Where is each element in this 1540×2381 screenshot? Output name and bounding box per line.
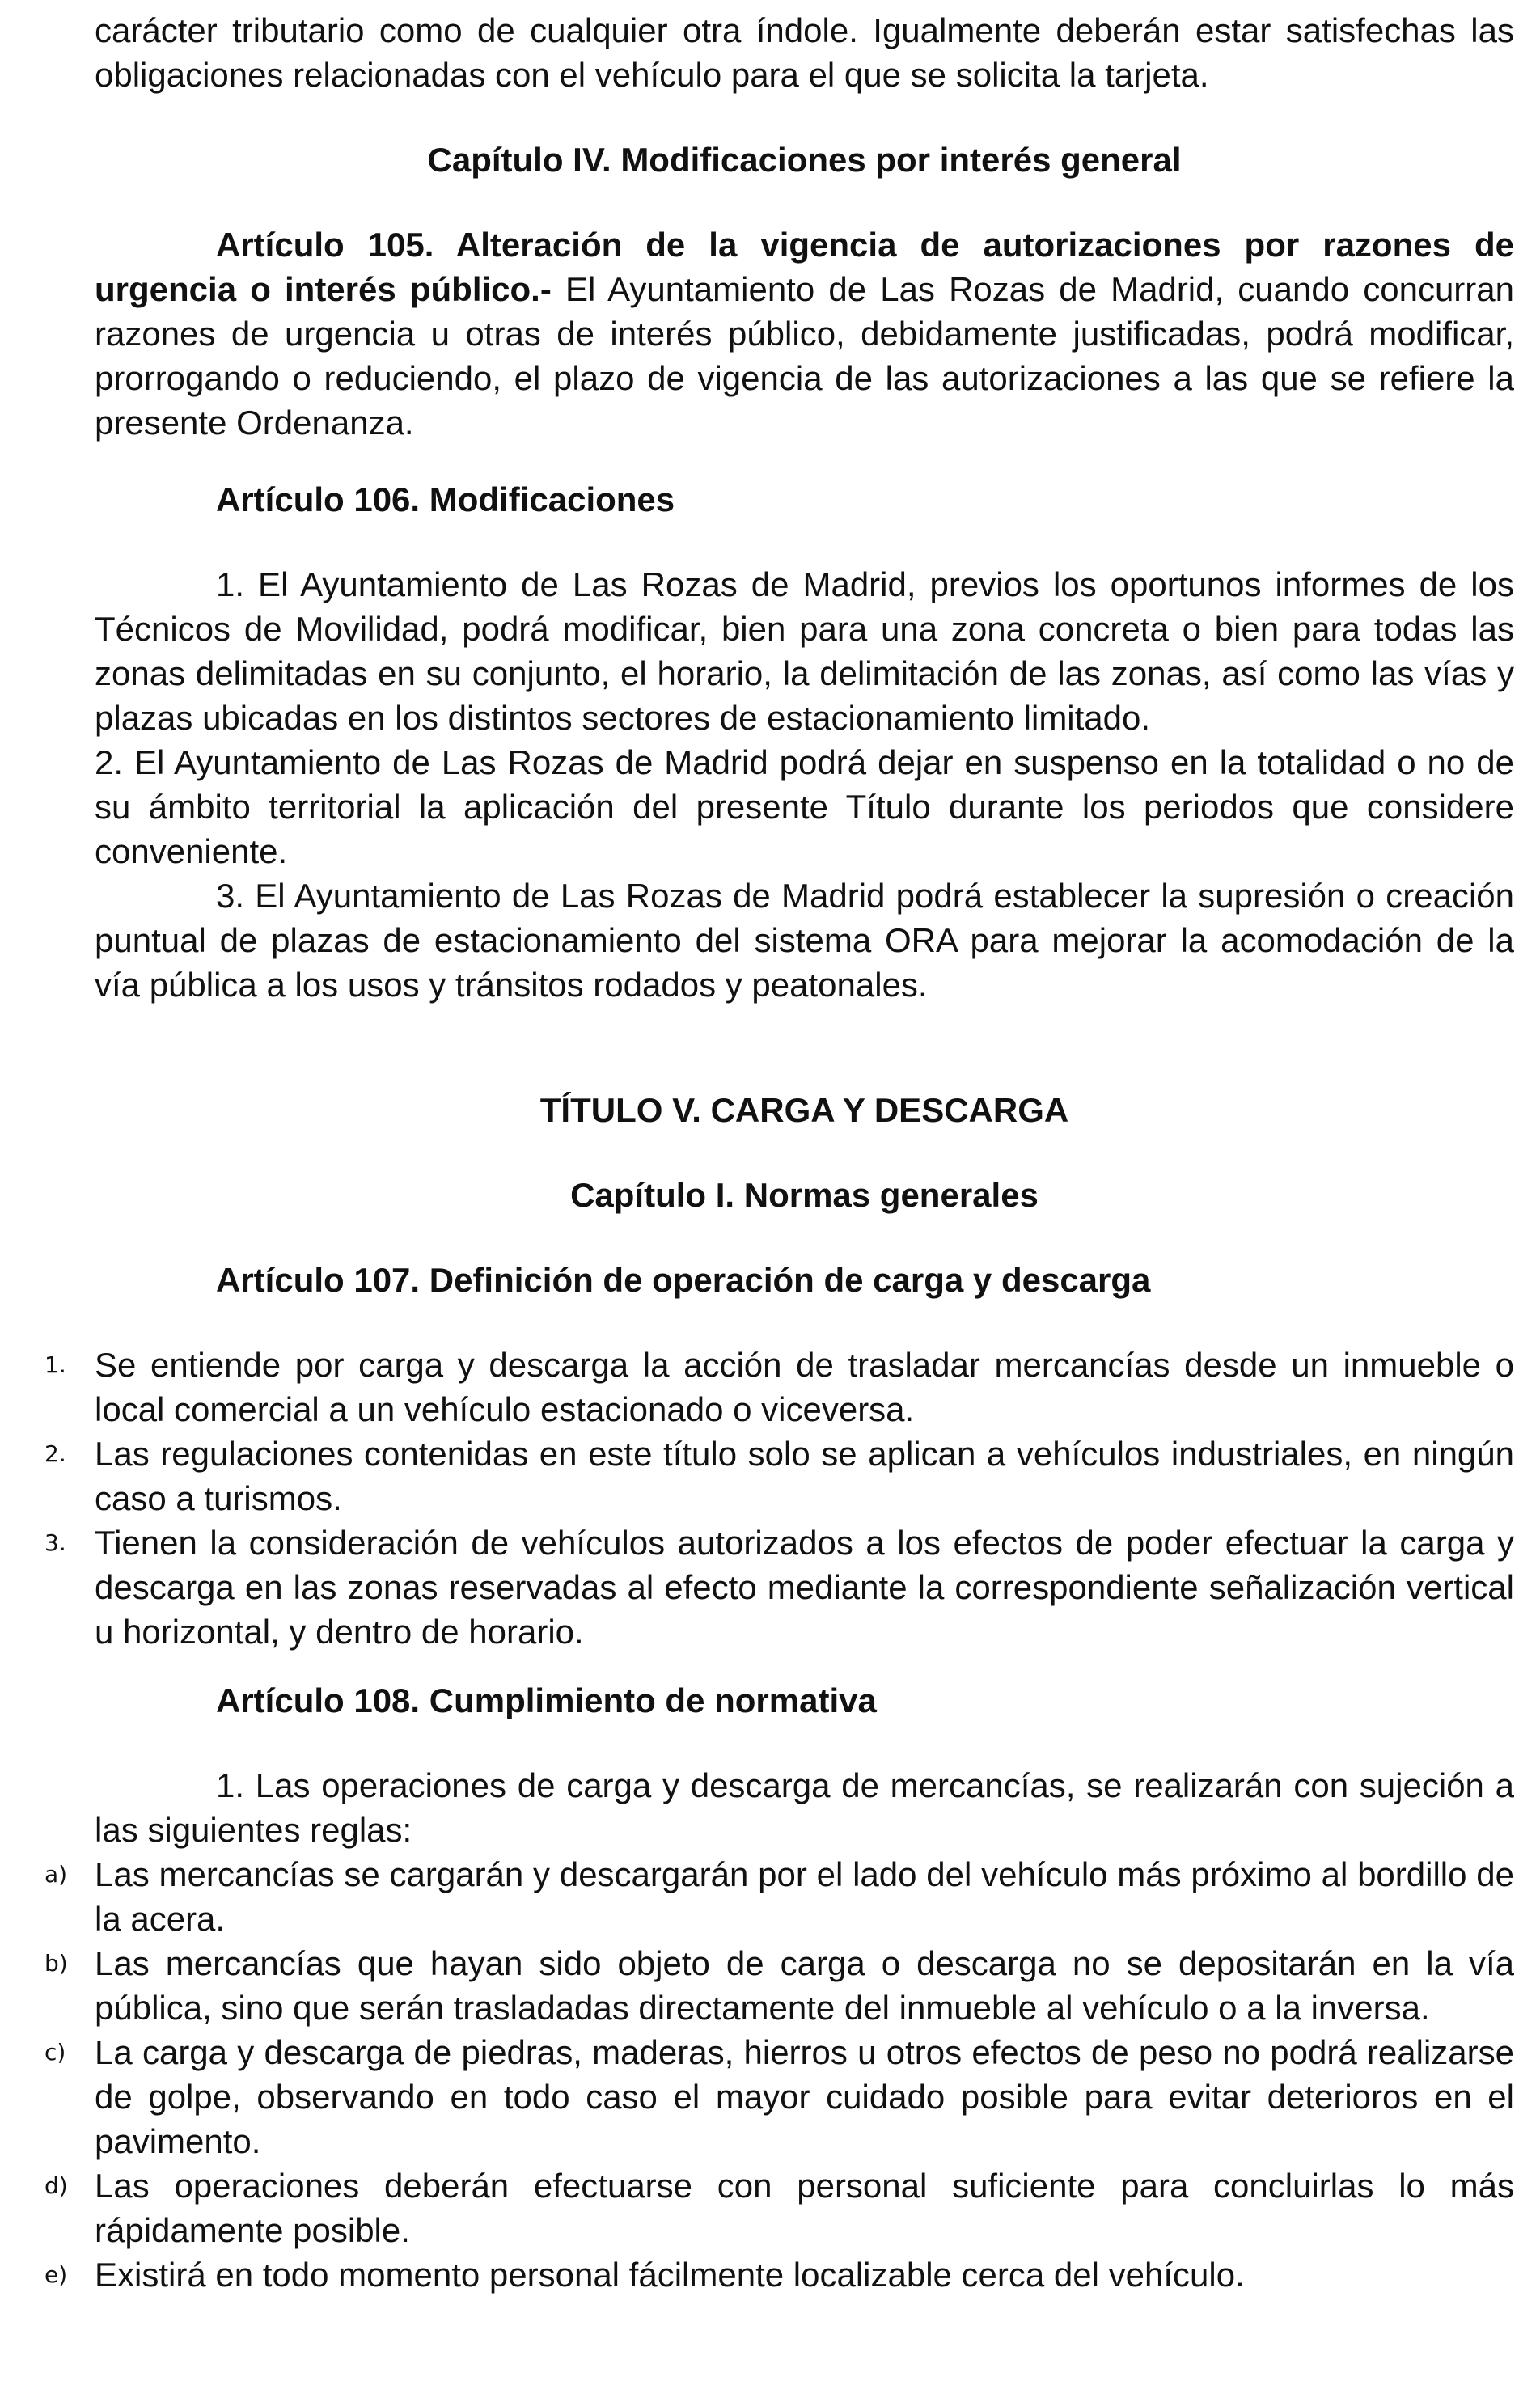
- list-item-text: Las mercancías se cargarán y descargarán por el lado del vehículo más próximo al bordillo de la acera.: [95, 1855, 1514, 1938]
- list-item: [44, 1520, 1514, 1654]
- article-108-para-1: 1. Las operaciones de carga y descarga de mercancías, se realizarán con sujeción a las siguientes reglas:: [95, 1766, 1514, 1849]
- list-item-text: La carga y descarga de piedras, maderas, hierros u otros efectos de peso no podrá realizarse de golpe, observando en todo caso el mayor cuidado posible para evitar deterioros en el pavimento.: [95, 2033, 1514, 2160]
- article-107-list: [44, 1343, 1514, 1654]
- article-107-heading: Artículo 107. Definición de operación de carga y descarga: [216, 1261, 1151, 1299]
- list-marker: 2.: [44, 1440, 66, 1467]
- article-108-heading: Artículo 108. Cumplimiento de normativa: [216, 1681, 877, 1719]
- article-106-para-3: 3. El Ayuntamiento de Las Rozas de Madrid podrá establecer la supresión o creación puntual de plazas de estacionamiento del sistema ORA para mejorar la acomodación de la vía pública a los usos y tránsitos rodados y peatonales.: [95, 877, 1514, 1004]
- chapter-4-heading: Capítulo IV. Modificaciones por interés general: [427, 141, 1182, 179]
- list-item-text: Se entiende por carga y descarga la acción de trasladar mercancías desde un inmueble o local comercial a un vehículo estacionado o viceversa.: [95, 1346, 1514, 1428]
- article-105-paragraph: [95, 222, 1514, 445]
- list-item-text: Las regulaciones contenidas en este título solo se aplican a vehículos industriales, en ningún caso a turismos.: [95, 1435, 1514, 1517]
- list-item: [44, 2163, 1514, 2252]
- list-marker: 1.: [44, 1351, 66, 1378]
- list-item-text: Las operaciones deberán efectuarse con personal suficiente para concluirlas lo más rápidamente posible.: [95, 2167, 1514, 2249]
- list-item: [44, 1432, 1514, 1520]
- list-item-text: Existirá en todo momento personal fácilmente localizable cerca del vehículo.: [95, 2256, 1245, 2294]
- article-106-heading: Artículo 106. Modificaciones: [216, 480, 675, 518]
- list-marker: b): [44, 1950, 68, 1977]
- list-item: [44, 1852, 1514, 1941]
- chapter-1-heading: Capítulo I. Normas generales: [570, 1176, 1039, 1214]
- article-105-heading: Artículo 105. Alteración de la vigencia de autorizaciones por razones de urgencia o interés público.-: [95, 226, 1514, 308]
- list-item: [44, 2030, 1514, 2163]
- article-106-para-1: 1. El Ayuntamiento de Las Rozas de Madrid, previos los oportunos informes de los Técnicos de Movilidad, podrá modificar, bien para una zona concreta o bien para todas las zonas delimitadas en su conjunto, el horario, la delimitación de las zonas, así como las vías y plazas ubicadas en los distintos sectores de estacionamiento limitado.: [95, 565, 1514, 737]
- article-105-text: El Ayuntamiento de Las Rozas de Madrid, cuando concurran razones de urgencia u otras de interés público, debidamente justificadas, podrá modificar, prorrogando o reduciendo, el plazo de vigencia de las autorizaciones a las que se refiere la presente Ordenanza.: [95, 270, 1514, 442]
- list-item-text: Tienen la consideración de vehículos autorizados a los efectos de poder efectuar la carga y descarga en las zonas reservadas al efecto mediante la correspondiente señalización vertical u horizontal, y dentro de horario.: [95, 1524, 1514, 1651]
- article-106-para-2: 2. El Ayuntamiento de Las Rozas de Madrid podrá dejar en suspenso en la totalidad o no de su ámbito territorial la aplicación del presente Título durante los periodos que considere conveniente.: [95, 743, 1514, 870]
- list-marker: c): [44, 2039, 66, 2066]
- list-marker: a): [44, 1861, 68, 1888]
- title-5-heading: TÍTULO V. CARGA Y DESCARGA: [539, 1091, 1069, 1129]
- list-item: [44, 1941, 1514, 2030]
- list-item: [44, 1343, 1514, 1432]
- list-item-text: Las mercancías que hayan sido objeto de carga o descarga no se depositarán en la vía pública, sino que serán trasladadas directamente del inmueble al vehículo o a la inversa.: [95, 1944, 1514, 2027]
- article-108-list: [44, 1852, 1514, 2297]
- list-marker: d): [44, 2172, 68, 2199]
- list-item: [44, 2252, 1514, 2297]
- intro-paragraph: carácter tributario como de cualquier otra índole. Igualmente deberán estar satisfechas las obligaciones relacionadas con el vehículo para el que se solicita la tarjeta.: [95, 11, 1514, 94]
- list-marker: 3.: [44, 1529, 66, 1556]
- list-marker: e): [44, 2261, 68, 2288]
